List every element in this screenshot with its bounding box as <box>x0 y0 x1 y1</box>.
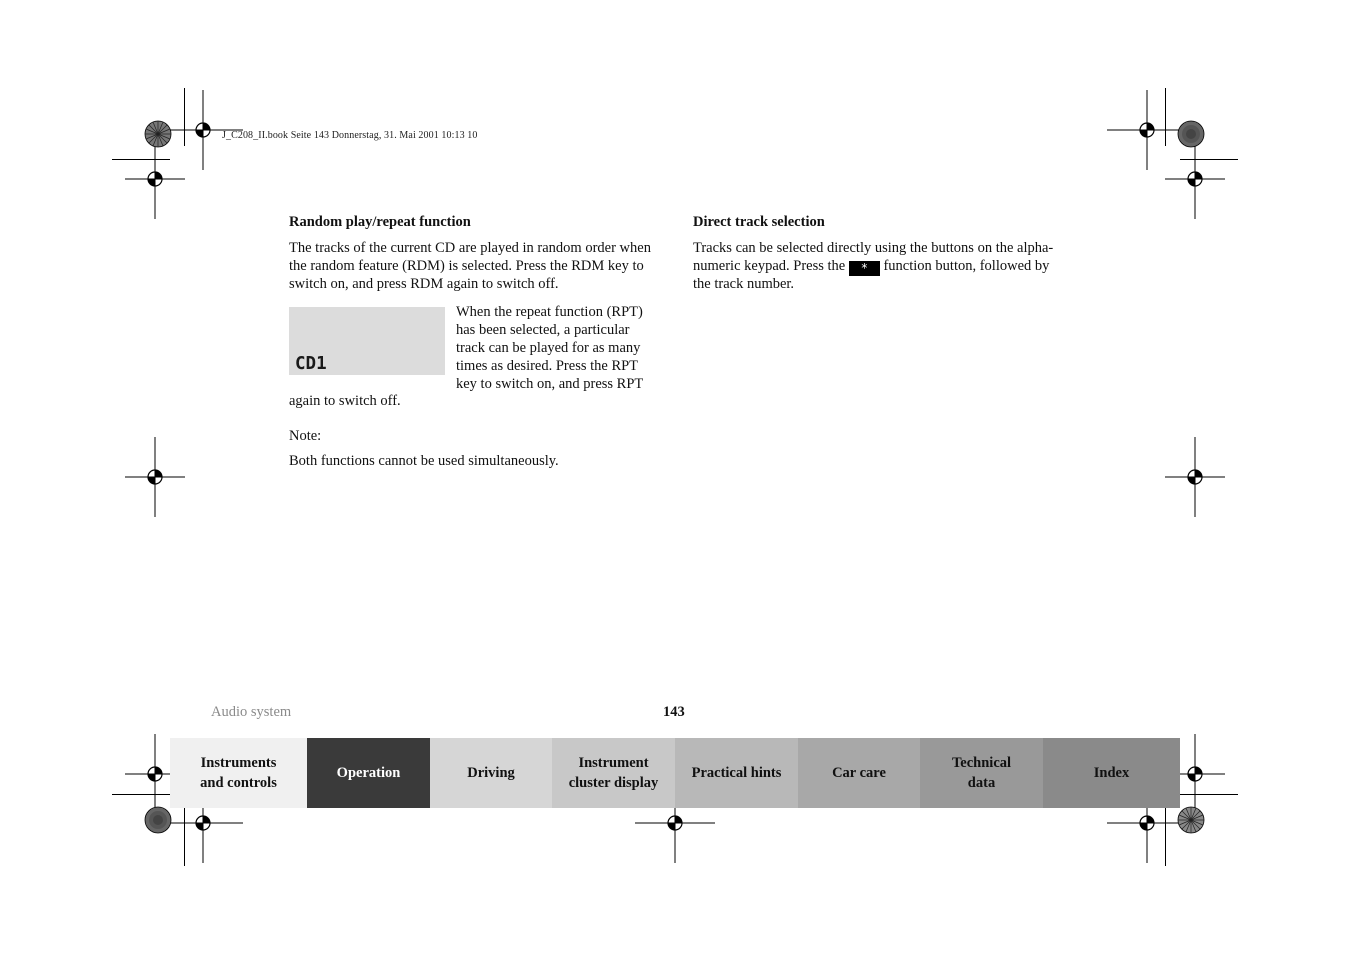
tab-label: Technical <box>951 755 1012 771</box>
section-label: Audio system <box>211 704 292 720</box>
tab-label: Index <box>1093 765 1130 781</box>
print-slug: J_C208_II.book Seite 143 Donnerstag, 31. Mai 2001 10:13 10 <box>222 130 478 141</box>
tab-label: and controls <box>200 775 277 791</box>
star-target-icon <box>1177 120 1205 148</box>
page-number: 143 <box>663 704 685 720</box>
tab-label: Car care <box>832 765 886 781</box>
radio-display <box>289 307 445 375</box>
registration-mark-icon <box>115 437 195 517</box>
tab-label: cluster display <box>568 775 659 791</box>
tab-instrument-cluster-display[interactable] <box>552 738 675 808</box>
star-target-icon <box>144 806 172 834</box>
tab-practical-hints[interactable] <box>675 738 798 808</box>
random-repeat-section <box>289 213 655 471</box>
section-heading: Random play/repeat function <box>289 214 471 230</box>
registration-mark-icon <box>1155 437 1235 517</box>
tab-index[interactable] <box>1043 738 1180 808</box>
registration-mark-icon <box>1155 139 1235 219</box>
tab-car-care[interactable] <box>798 738 920 808</box>
asterisk-key-icon: * <box>849 261 880 276</box>
section-heading: Direct track selection <box>693 214 825 230</box>
tab-label: Driving <box>467 765 515 781</box>
tab-label: Practical hints <box>691 765 782 781</box>
registration-mark-icon <box>115 139 195 219</box>
chapter-tabs <box>170 738 1180 808</box>
tab-technical-data[interactable] <box>920 738 1043 808</box>
tab-label: Instruments <box>200 755 277 771</box>
tab-driving[interactable] <box>430 738 552 808</box>
tab-label: Instrument <box>578 755 649 771</box>
tab-label: data <box>967 775 996 791</box>
direct-track-paragraph <box>693 240 1059 294</box>
repeat-paragraph: When the repeat function (RPT) has been selected, a particular track can be played for as many times as desired. Press the RPT key to switch on, and press RPT again to switch off. <box>289 304 644 410</box>
random-play-paragraph: The tracks of the current CD are played in random order when the random feature (RDM) is selected. Press the RDM key to switch on, and press RDM again to switch off. <box>289 240 651 292</box>
note-text: Both functions cannot be used simultaneously. <box>289 452 559 469</box>
display-line: CD1 <box>295 354 327 375</box>
direct-track-section <box>693 213 1059 294</box>
paragraph-text: function button, followed by the track number. <box>693 257 1050 292</box>
tab-label: Operation <box>336 765 401 781</box>
tab-operation[interactable] <box>307 738 430 808</box>
note-label: Note: <box>289 428 322 445</box>
star-target-icon <box>144 120 172 148</box>
tab-instruments-and-controls[interactable] <box>170 738 307 808</box>
repeat-block <box>289 304 655 411</box>
paragraph-text: Tracks can be selected directly using the buttons on the alpha-numeric keypad. Press the <box>693 240 1054 274</box>
star-target-icon <box>1177 806 1205 834</box>
